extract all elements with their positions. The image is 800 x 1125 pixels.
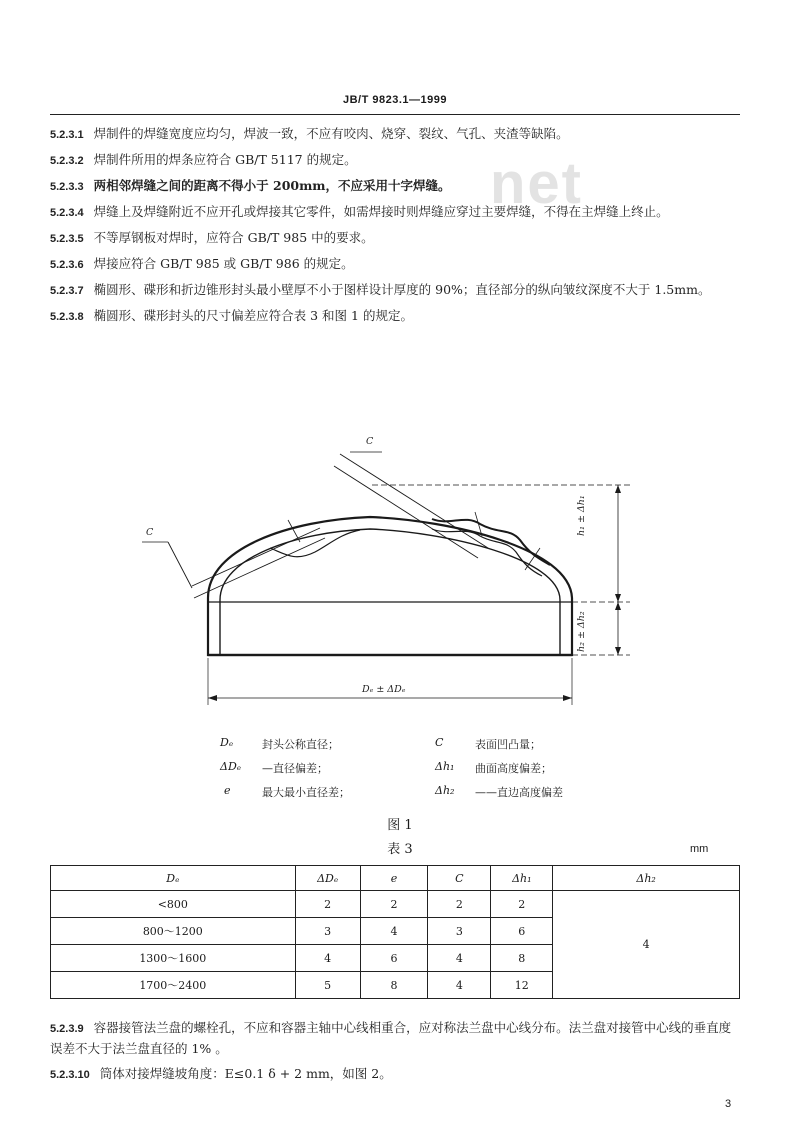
- legend-desc: —直径偏差；: [262, 762, 328, 775]
- figure-legend: [220, 736, 640, 808]
- clause-text: 椭圆形、碟形和折边锥形封头最小壁厚不小于图样设计厚度的 90%；直径部分的纵向皱纹深度不大于 1.5mm。: [93, 282, 711, 297]
- arrow-h2-bottom: [615, 647, 621, 655]
- col-header: C: [428, 866, 491, 891]
- table-cell: 2: [491, 891, 553, 918]
- label-h2: h₂ ± Δh₂: [576, 611, 587, 652]
- clause-number: 5.2.3.6: [50, 259, 84, 271]
- table-cell: 4: [295, 945, 360, 972]
- standard-code-header: JB/T 9823.1—1999: [342, 94, 447, 106]
- clause-5-2-3-6: [50, 254, 740, 275]
- figure-1-head-drawing: [120, 430, 640, 720]
- head-cross-section-diagram: [120, 430, 640, 720]
- legend-symbol: ΔDₑ: [220, 760, 242, 773]
- c-left-line-1: [168, 542, 192, 588]
- col-header: Dₑ: [51, 866, 296, 891]
- table-cell: 4: [428, 945, 491, 972]
- table-cell: 1700～2400: [51, 972, 296, 999]
- table-cell: 5: [295, 972, 360, 999]
- clause-number: 5.2.3.2: [50, 155, 84, 167]
- table-cell: 1300～1600: [51, 945, 296, 972]
- table-cell: 6: [491, 918, 553, 945]
- clause-number: 5.2.3.10: [50, 1069, 90, 1081]
- c-top-line-1: [340, 454, 488, 548]
- label-diameter: Dₑ ± ΔDₑ: [362, 684, 406, 695]
- clause-5-2-3-2: [50, 150, 740, 171]
- legend-symbol: Δh₂: [435, 784, 455, 797]
- legend-desc: ——直边高度偏差: [475, 786, 563, 799]
- page-number: 3: [725, 1098, 732, 1110]
- arrow-dim-right: [563, 695, 572, 701]
- legend-desc: 最大最小直径差；: [262, 786, 350, 799]
- col-header: Δh₂: [553, 866, 740, 891]
- clause-text: 两相邻焊缝之间的距离不得小于 200mm，不应采用十字焊缝。: [93, 178, 451, 193]
- clause-text: 容器接管法兰盘的螺栓孔，不应和容器主轴中心线相重合，应对称法兰盘中心线分布。法兰盘对接管中心线的垂直度误差不大于法兰盘直径的 1% 。: [50, 1020, 732, 1056]
- clause-text: 椭圆形、碟形封头的尺寸偏差应符合表 3 和图 1 的规定。: [93, 308, 413, 323]
- arrow-h1-bottom: [615, 594, 621, 602]
- table-cell: 3: [295, 918, 360, 945]
- table-title: 表 3: [387, 842, 413, 857]
- clause-5-2-3-1: [50, 124, 740, 145]
- table-cell: 3: [428, 918, 491, 945]
- clause-text: 焊缝上及焊缝附近不应开孔或焊接其它零件，如需焊接时则焊缝应穿过主要焊缝，不得在主焊缝上终止。: [93, 204, 669, 219]
- table-3: [50, 865, 740, 999]
- legend-desc: 表面凹凸量；: [475, 738, 541, 751]
- clause-text: 焊接应符合 GB/T 985 或 GB/T 986 的规定。: [93, 256, 354, 271]
- clause-5-2-3-7: [50, 280, 740, 301]
- table-cell: <800: [51, 891, 296, 918]
- clause-5-2-3-3: [50, 176, 740, 197]
- col-header: Δh₁: [491, 866, 553, 891]
- clause-5-2-3-5: [50, 228, 740, 249]
- table-cell: 4: [360, 918, 428, 945]
- legend-symbol: C: [435, 736, 444, 749]
- label-h1: h₁ ± Δh₁: [576, 495, 587, 536]
- clause-number: 5.2.3.3: [50, 181, 84, 193]
- clause-5-2-3-10: [50, 1064, 740, 1085]
- legend-symbol: e: [224, 784, 231, 797]
- table-cell: 2: [428, 891, 491, 918]
- col-header: ΔDₑ: [295, 866, 360, 891]
- c-top-line-2: [334, 466, 478, 558]
- table-cell: 2: [360, 891, 428, 918]
- table-cell: 800～1200: [51, 918, 296, 945]
- col-header: e: [360, 866, 428, 891]
- watermark-text: net: [490, 151, 583, 216]
- legend-row: [220, 760, 640, 784]
- clause-number: 5.2.3.8: [50, 311, 84, 323]
- legend-desc: 封头公称直径；: [262, 738, 339, 751]
- table-cell: 2: [295, 891, 360, 918]
- legend-row: [220, 784, 640, 808]
- clause-text: 焊制件所用的焊条应符合 GB/T 5117 的规定。: [93, 152, 357, 167]
- clause-number: 5.2.3.7: [50, 285, 84, 297]
- clause-number: 5.2.3.4: [50, 207, 84, 219]
- header-rule: [50, 114, 740, 115]
- clause-5-2-3-8: [50, 306, 740, 327]
- legend-desc: 曲面高度偏差；: [475, 762, 552, 775]
- table-cell: 6: [360, 945, 428, 972]
- table-cell: 4: [428, 972, 491, 999]
- legend-symbol: Δh₁: [435, 760, 455, 773]
- clause-text: 不等厚钢板对焊时，应符合 GB/T 985 中的要求。: [93, 230, 374, 245]
- label-c-left: C: [146, 527, 154, 538]
- table-row: [51, 891, 740, 918]
- c-left-line-3: [194, 538, 325, 598]
- clause-text: 焊制件的焊缝宽度应均匀，焊波一致，不应有咬肉、烧穿、裂纹、气孔、夹渣等缺陷。: [93, 126, 569, 141]
- arrow-dim-left: [208, 695, 217, 701]
- clause-number: 5.2.3.9: [50, 1023, 84, 1035]
- clause-5-2-3-9: [50, 1018, 740, 1059]
- legend-row: [220, 736, 640, 760]
- table-cell: 12: [491, 972, 553, 999]
- table-cell-merged: 4: [553, 891, 740, 999]
- arrow-h2-top: [615, 602, 621, 610]
- clause-number: 5.2.3.5: [50, 233, 84, 245]
- clauses-after-table: [50, 1018, 740, 1090]
- clause-5-2-3-4: [50, 202, 740, 223]
- table-header-row: [51, 866, 740, 891]
- figure-caption: 图 1: [387, 818, 413, 833]
- legend-symbol: Dₑ: [220, 736, 234, 749]
- table-cell: 8: [360, 972, 428, 999]
- thickness-tick-left: [288, 520, 300, 542]
- table-cell: 8: [491, 945, 553, 972]
- arrow-h1-top: [615, 485, 621, 493]
- clause-text: 筒体对接焊缝坡角度：E≤0.1 δ + 2 mm，如图 2。: [99, 1066, 392, 1081]
- clauses-section: [50, 124, 740, 332]
- clause-number: 5.2.3.1: [50, 129, 84, 141]
- table-unit: mm: [690, 843, 709, 855]
- label-c-top: C: [366, 436, 374, 447]
